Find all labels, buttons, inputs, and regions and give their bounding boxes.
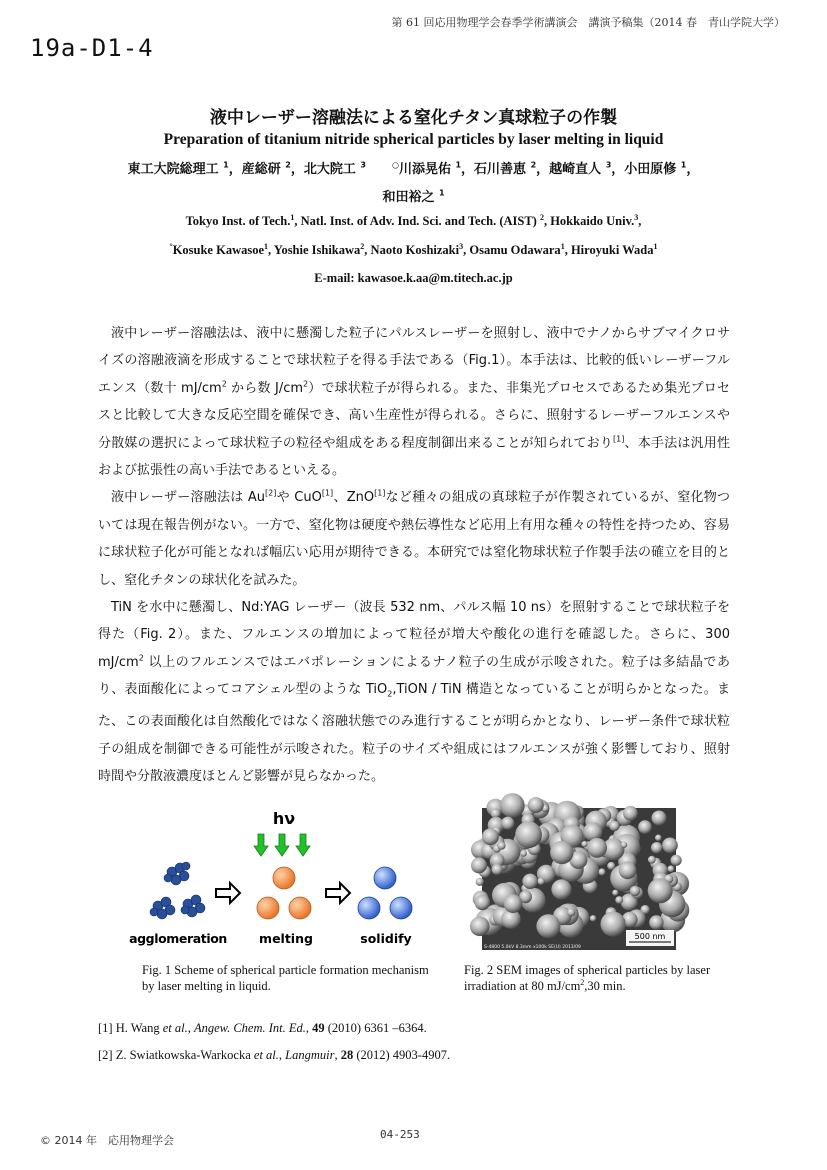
sem-sphere bbox=[551, 879, 571, 899]
scale-bar-label: 500 nm bbox=[634, 932, 666, 941]
sem-info-text: S-4800 5.0kV 8.3mm x100k SE(U) 2013/09 bbox=[484, 945, 581, 950]
sem-sphere bbox=[662, 838, 678, 854]
paragraph-2: 液中レーザー溶融法は Au[2]や CuO[1]、ZnO[1]など種々の組成の真球粒子が作製されているが、窒化物ついては現在報告例がない。一方で、窒化物は硬度や熱伝導性など応用上有用な種々の特性を持つため、容易に球状粒子化が可能となれば幅広い応用が期待できる。本研究では窒化物球状粒子作製手法の確立を目的とし、窒化チタンの球状化を試みた。 bbox=[98, 489, 730, 588]
sem-sphere bbox=[668, 865, 675, 872]
sem-sphere bbox=[492, 864, 503, 875]
email: E-mail: kawasoe.k.aa@m.titech.ac.jp bbox=[314, 271, 513, 285]
sem-sphere bbox=[652, 811, 667, 826]
figure-1-caption: Fig. 1 Scheme of spherical particle formation mechanism by laser melting in liquid. bbox=[142, 963, 429, 993]
hv-label: hν bbox=[272, 809, 296, 828]
sem-sphere bbox=[528, 797, 544, 813]
sem-sphere bbox=[567, 908, 575, 916]
sem-sphere bbox=[537, 878, 544, 885]
sem-sphere bbox=[598, 868, 605, 875]
sem-sphere bbox=[612, 890, 618, 896]
sem-sphere bbox=[471, 857, 487, 873]
label-agglomeration: agglomeration bbox=[129, 931, 227, 946]
reference-1: [1] H. Wang et al., Angew. Chem. Int. Ed., 49 (2010) 6361 –6364. bbox=[98, 1021, 427, 1035]
sem-sphere bbox=[615, 896, 623, 904]
label-melting: melting bbox=[259, 931, 313, 946]
sem-sphere bbox=[515, 821, 542, 848]
sem-sphere bbox=[520, 850, 527, 857]
sem-sphere bbox=[619, 862, 637, 880]
sem-sphere bbox=[497, 842, 505, 850]
footer-copyright: © 2014 年 応用物理学会 bbox=[40, 1134, 174, 1147]
sem-sphere bbox=[590, 915, 596, 921]
sem-sphere bbox=[623, 806, 638, 821]
authors-japanese-line2: 和田裕之 $^1$ bbox=[382, 188, 445, 205]
sem-sphere bbox=[601, 912, 626, 937]
arrow-1 bbox=[216, 883, 240, 903]
sem-sphere bbox=[476, 878, 484, 886]
figure-1-scheme bbox=[129, 806, 420, 956]
sem-sphere bbox=[550, 841, 573, 864]
sem-sphere bbox=[649, 915, 663, 929]
laser-arrows bbox=[254, 834, 310, 856]
sem-sphere bbox=[651, 842, 662, 853]
sem-sphere bbox=[470, 917, 490, 937]
authors-english: °Kosuke Kawasoe$^1$, Yoshie Ishikawa$^2$, Naoto Koshizaki$^3$, Osamu Odawara$^1$, Hiroyuki Wada$^1$ bbox=[169, 241, 658, 257]
reference-2: [2] Z. Swiatkowska-Warkocka et al., Langmuir, 28 (2012) 4903-4907. bbox=[98, 1048, 451, 1062]
sem-sphere bbox=[475, 895, 490, 910]
sem-sphere bbox=[500, 793, 525, 818]
figure-2-caption: Fig. 2 SEM images of spherical particles by laser irradiation at 80 $mJ/cm^2,30$ min. bbox=[464, 963, 711, 993]
melting-particles bbox=[257, 867, 311, 919]
paragraph-3: TiN を水中に懸濁し、Nd:YAG レーザー（波長 532 nm、パルス幅 10 ns）を照射することで球状粒子を得た（Fig. 2）。また、フルエンスの増加によって粒径が増大や酸化の進行を確認した。さらに、300 $mJ/cm^2$ 以上のフルエンスではエバポレーションによるナノ粒子の生成が示唆された。粒子は多結晶であり、表面酸化によってコアシェル型のような TiO$_2$,TiON / TiN 構造となっていることが明らかとなった。また、この表面酸化は自然酸化ではなく溶融状態でのみ進行することが明らかとなり、レーザー条件で球状粒子の組成を制御できる可能性が示唆された。粒子のサイズや組成にはフルエンスが強く影響しており、照射時間や分散液濃度ほとんど影響が見らなかった。 bbox=[98, 600, 730, 785]
sem-sphere bbox=[522, 874, 537, 889]
sem-sphere bbox=[482, 828, 499, 845]
body-text bbox=[98, 320, 730, 791]
authors-japanese-line1: 東工大院総理工 $^1$，産総研 $^2$，北大院工 $^3$ ○川添晃佑 $^1$，石川善恵 $^2$，越崎直人 $^3$，小田原修 $^1$， bbox=[127, 160, 700, 177]
solidified-particles bbox=[358, 867, 412, 919]
title-english: Preparation of titanium nitride spherical particles by laser melting in liquid bbox=[163, 131, 664, 148]
sem-sphere bbox=[501, 817, 514, 830]
sem-sphere bbox=[607, 862, 615, 870]
title-japanese: 液中レーザー溶融法による窒化チタン真球粒子の作製 bbox=[209, 108, 618, 128]
sem-sphere bbox=[630, 886, 640, 896]
label-solidify: solidify bbox=[360, 931, 412, 946]
sem-sphere bbox=[671, 855, 682, 866]
sem-sphere bbox=[621, 841, 628, 848]
sem-sphere bbox=[648, 878, 673, 903]
sem-sphere bbox=[638, 820, 652, 834]
paragraph-1: 液中レーザー溶融法は、液中に懸濁した粒子にパルスレーザーを照射し、液中でナノからサブマイクロサイズの溶融液滴を形成することで球状粒子を得る手法である（Fig.1）。本手法は、比較的低いレーザーフルエンス（数十 $mJ/cm^2$ から数 $J/cm^2$）で球状粒子が得られる。また、非集光プロセスであるため集光プロセスと比較して大きな反応空間を確保でき、高い生産性が得られる。さらに、照射するレーザーフルエンスや分散媒の選択によって球状粒子の粒径や組成をある程度制御出来ることが知られており[1]、本手法は汎用性および拡張性の高い手法であるといえる。 bbox=[98, 326, 730, 479]
page-number: 04-253 bbox=[380, 1128, 420, 1141]
sem-sphere bbox=[536, 914, 560, 938]
sem-sphere bbox=[655, 835, 662, 842]
figure-2-sem-image bbox=[482, 808, 676, 950]
sem-sphere bbox=[587, 838, 607, 858]
arrow-2 bbox=[326, 883, 350, 903]
presentation-code: 19a-D1-4 bbox=[30, 34, 154, 62]
sem-sphere bbox=[504, 894, 523, 913]
conference-header: 第 61 回応用物理学会春季学術講演会 講演予稿集（2014 春 青山学院大学） bbox=[391, 16, 785, 29]
agglomerate-particles bbox=[150, 862, 205, 919]
sem-sphere bbox=[648, 856, 656, 864]
affiliations-english: Tokyo Inst. of Tech.$^1$, Natl. Inst. of Adv. Ind. Sci. and Tech. (AIST) $^2$, Hokkaido Univ.$^3$, bbox=[185, 212, 642, 228]
